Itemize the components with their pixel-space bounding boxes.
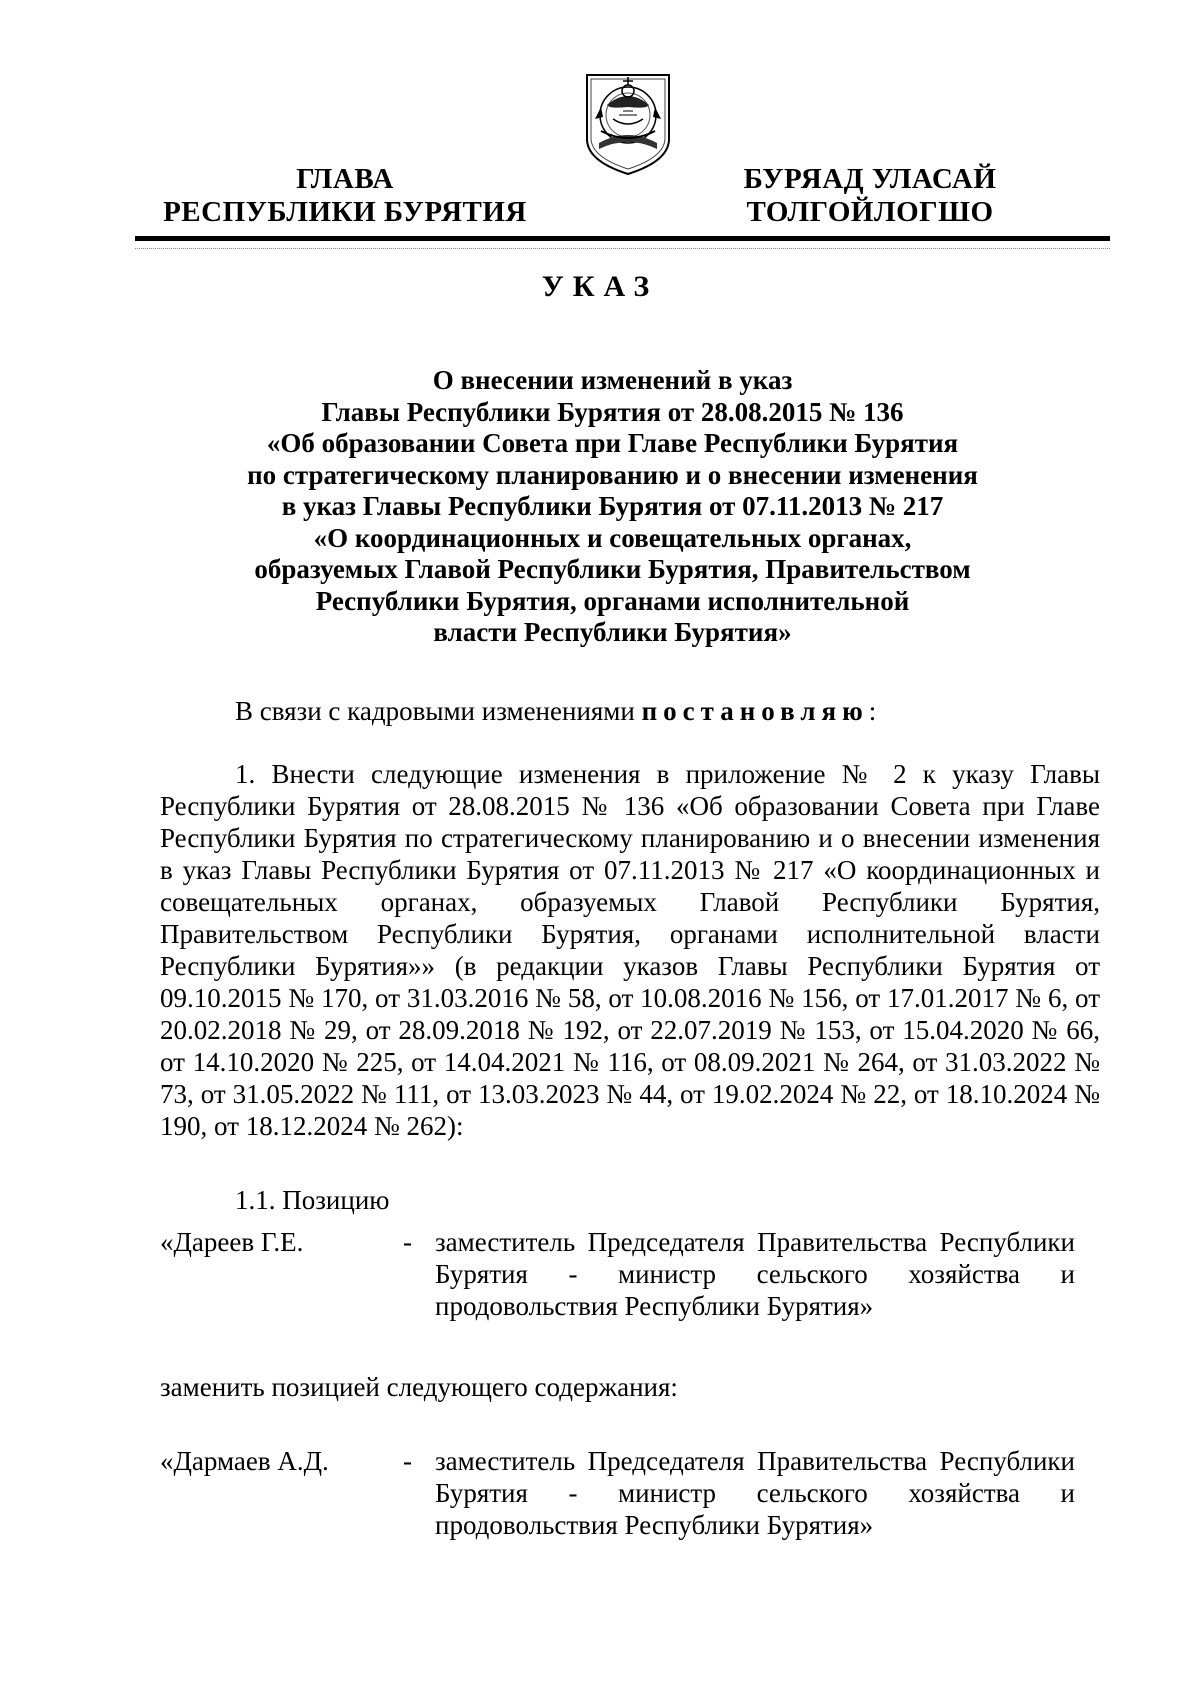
title-line: по стратегическому планированию и о внесении изменения bbox=[247, 459, 978, 490]
intro-emphasis: постановляю bbox=[641, 696, 869, 726]
old-position-dash: - bbox=[403, 1227, 412, 1257]
header-right-line1: БУРЯАД УЛАСАЙ bbox=[743, 163, 997, 195]
header-right-line2: ТОЛГОЙЛОГШО bbox=[746, 196, 994, 228]
title-line: О внесении изменений в указ bbox=[432, 365, 793, 395]
title-line: образуемых Главой Республики Бурятия, Правительством bbox=[254, 554, 971, 584]
intro-tail: : bbox=[868, 696, 877, 726]
sub-item-1-1: 1.1. Позицию bbox=[235, 1185, 390, 1215]
new-position-name: «Дармаев А.Д. bbox=[160, 1446, 329, 1476]
header-divider-dotted bbox=[135, 248, 1110, 249]
header-divider-thick bbox=[135, 236, 1110, 241]
document-type: УКАЗ bbox=[541, 270, 659, 303]
header-left-line2: РЕСПУБЛИКИ БУРЯТИЯ bbox=[163, 196, 527, 228]
title-line: Главы Республики Бурятия от 28.08.2015 № 136 bbox=[321, 396, 904, 427]
header-left bbox=[160, 163, 530, 229]
header-left-line1: ГЛАВА bbox=[296, 163, 394, 195]
old-position-name: «Дареев Г.Е. bbox=[160, 1227, 304, 1257]
title-line: Республики Бурятия, органами исполнительной bbox=[315, 585, 910, 616]
intro-paragraph bbox=[160, 695, 1100, 727]
item-1-paragraph: 1. Внести следующие изменения в приложение № 2 к указу Главы Республики Бурятия от 28.08.2015 № 136 «Об образовании Совета при Главе Республики Бурятия по стратегическому планированию и о внесении изменения в указ Главы Республики Бурятия от 07.11.2013 № 217 «О координационных и совещательных органах, образуемых Главой Республики Бурятия, Правительством Республики Бурятия, органами исполнительной власти Республики Бурятия»» (в редакции указов Главы Республики Бурятия от 09.10.2015 № 170, от 31.03.2016 № 58, от 10.08.2016 № 156, от 17.01.2017 № 6, от 20.02.2018 № 29, от 28.09.2018 № 192, от 22.07.2019 № 153, от 15.04.2020 № 66, от 14.10.2020 № 225, от 14.04.2021 № 116, от 08.09.2021 № 264, от 31.03.2022 № 73, от 31.05.2022 № 111, от 13.03.2023 № 44, от 19.02.2024 № 22, от 18.10.2024 № 190, от 18.12.2024 № 262): bbox=[160, 759, 1100, 1141]
header-right bbox=[720, 163, 1020, 229]
new-position-dash: - bbox=[403, 1446, 412, 1476]
title-line: «Об образовании Совета при Главе Республики Бурятия bbox=[266, 428, 959, 458]
new-position-description: заместитель Председателя Правительства Республики Бурятия - министр сельского хозяйства и продовольствия Республики Бурятия» bbox=[435, 1446, 1075, 1540]
title-line: «О координационных и совещательных органах, bbox=[313, 522, 912, 553]
document-title bbox=[200, 365, 1025, 649]
title-line: в указ Главы Республики Бурятия от 07.11.2013 № 217 bbox=[281, 491, 944, 521]
title-line: власти Республики Бурятия» bbox=[433, 617, 792, 647]
coat-of-arms-icon bbox=[577, 57, 679, 177]
intro-text: В связи с кадровыми изменениями bbox=[235, 696, 642, 726]
replace-text: заменить позицией следующего содержания: bbox=[160, 1372, 678, 1402]
old-position-description: заместитель Председателя Правительства Республики Бурятия - министр сельского хозяйства и продовольствия Республики Бурятия» bbox=[435, 1227, 1075, 1321]
